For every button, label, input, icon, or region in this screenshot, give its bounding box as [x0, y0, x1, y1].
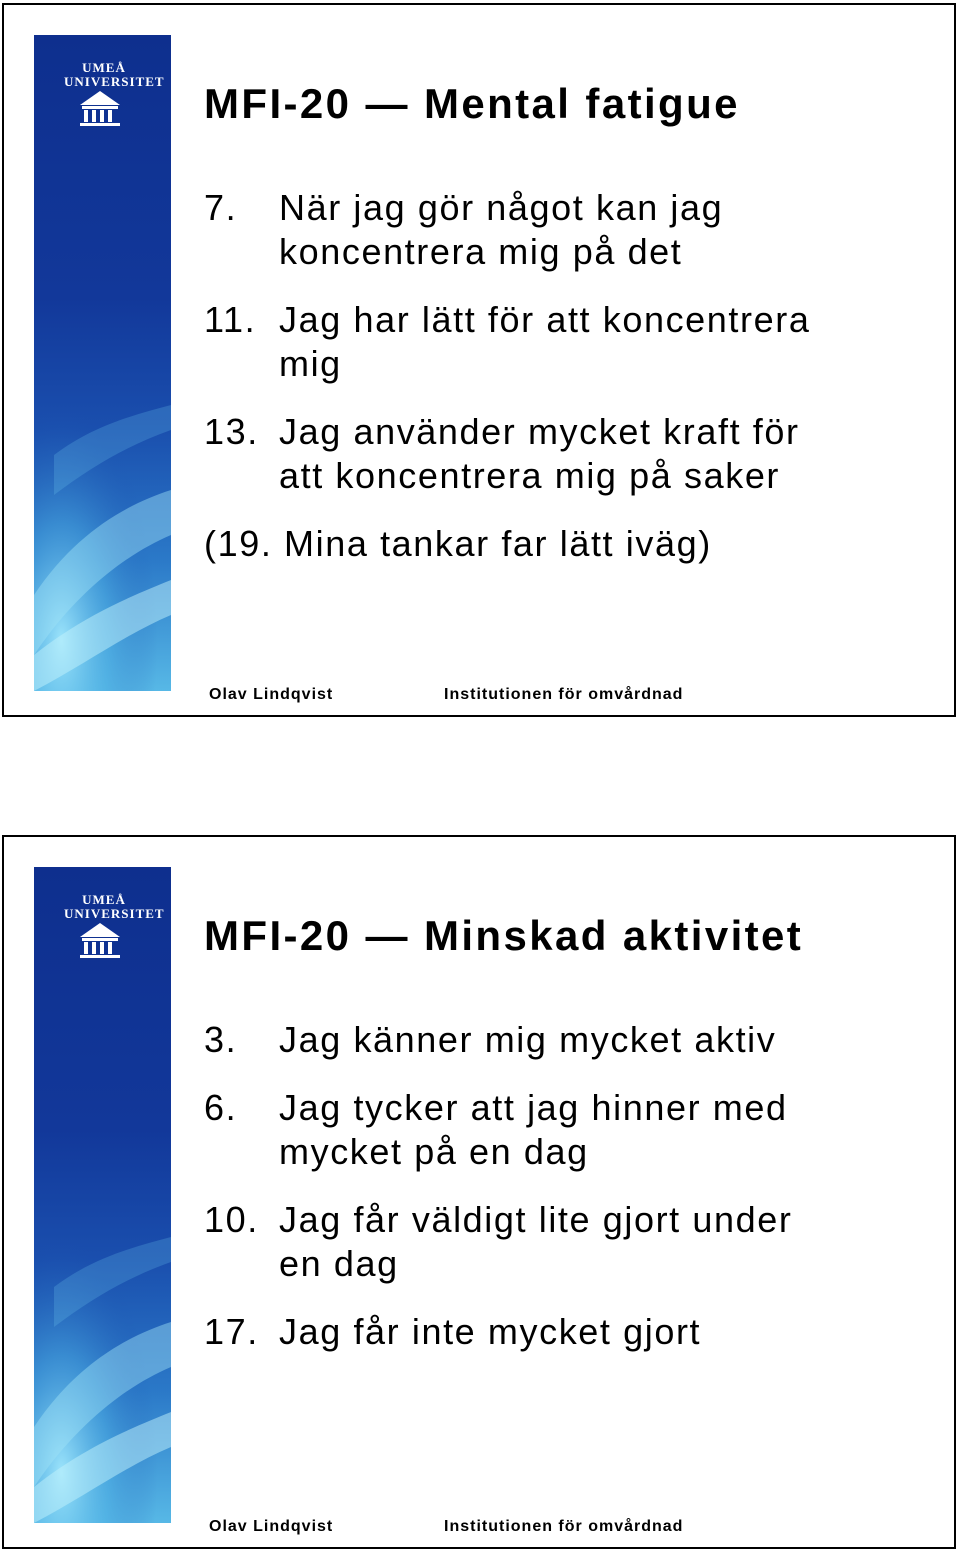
slide-title: MFI-20 — Minskad aktivitet	[204, 912, 804, 959]
footer-department: Institutionen för omvårdnad	[444, 686, 684, 703]
slide-minskad-aktivitet	[2, 835, 956, 1549]
item-number: 11.	[204, 299, 257, 340]
item-text-line2: en dag	[279, 1243, 399, 1284]
item-text-line1: När jag gör något kan jag	[279, 187, 724, 228]
item-text-line1: Jag har lätt för att koncentrera	[279, 299, 811, 340]
footer-author: Olav Lindqvist	[209, 686, 334, 703]
item-number: 3.	[204, 1019, 238, 1060]
footer-author: Olav Lindqvist	[209, 1518, 334, 1535]
slide-mental-fatigue	[2, 3, 956, 717]
item-number: 6.	[204, 1087, 238, 1128]
item-text-line1: Jag tycker att jag hinner med	[279, 1087, 788, 1128]
university-banner	[34, 35, 171, 691]
item-number: 10.	[204, 1199, 259, 1240]
item-list	[204, 1018, 944, 1378]
item-number: 7.	[204, 187, 238, 228]
list-item	[204, 1198, 944, 1286]
list-item	[204, 1086, 944, 1174]
list-item	[204, 1018, 944, 1062]
university-logo-icon	[34, 35, 171, 155]
item-number: 17.	[204, 1311, 259, 1352]
list-item	[204, 522, 944, 566]
slide-title: MFI-20 — Mental fatigue	[204, 80, 740, 127]
item-text-line1: Jag använder mycket kraft för	[279, 411, 800, 452]
list-item	[204, 186, 944, 274]
item-text-line1: Jag känner mig mycket aktiv	[279, 1019, 777, 1060]
item-text-line2: mig	[279, 343, 342, 384]
university-logo-icon	[34, 867, 171, 987]
item-list	[204, 186, 944, 590]
footer-department: Institutionen för omvårdnad	[444, 1518, 684, 1535]
university-logo-text: UMEÅ UNIVERSITET	[64, 892, 165, 921]
list-item	[204, 1310, 944, 1354]
item-text-line1: (19. Mina tankar far lätt iväg)	[204, 523, 712, 564]
item-text-line2: koncentrera mig på det	[279, 231, 683, 272]
item-text-line1: Jag får väldigt lite gjort under	[279, 1199, 793, 1240]
item-text-line2: mycket på en dag	[279, 1131, 589, 1172]
item-text-line2: att koncentrera mig på saker	[279, 455, 781, 496]
university-logo-text: UMEÅ UNIVERSITET	[64, 60, 165, 89]
item-text-line1: Jag får inte mycket gjort	[279, 1311, 702, 1352]
university-banner	[34, 867, 171, 1523]
list-item	[204, 298, 944, 386]
item-number: 13.	[204, 411, 259, 452]
list-item	[204, 410, 944, 498]
